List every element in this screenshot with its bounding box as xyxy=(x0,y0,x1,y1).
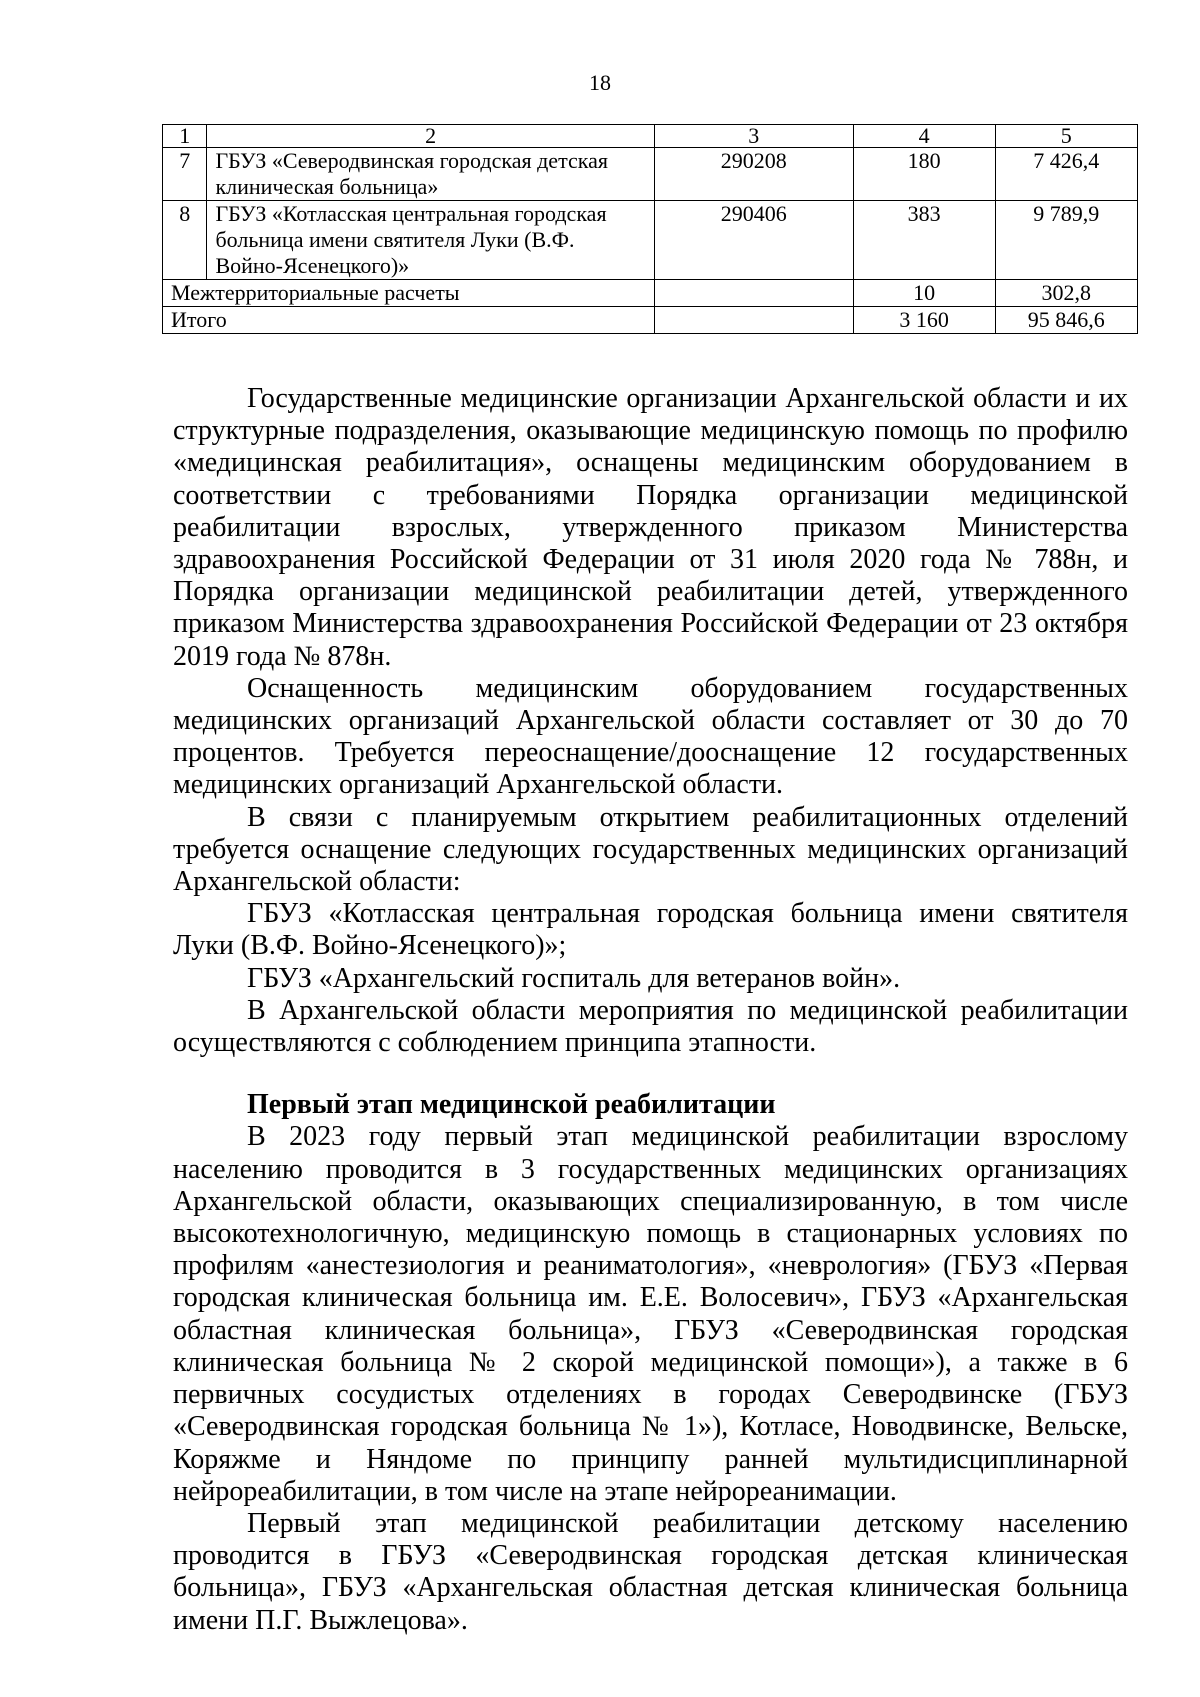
paragraph: Государственные медицинские организации Архангельской области и их структурные подразделения, оказывающие медицинскую помощь по профилю «медицинская реабилитация», оснащены медицинским оборудованием в соответствии с требованиями Порядка организации медицинской реабилитации взрослых, утвержденного приказом Министерства здравоохранения Российской Федерации от 31 июля 2020 года № 788н, и Порядка организации медицинской реабилитации детей, утвержденного приказом Министерства здравоохранения Российской Федерации от 23 октября 2019 года № 878н. xyxy=(173,383,1128,672)
total-row xyxy=(163,307,1138,334)
organization-name: ГБУЗ «Котласская центральная городская больница имени святителя Луки (В.Ф. Войно-Ясенецкого)» xyxy=(207,201,654,280)
organization-name: ГБУЗ «Северодвинская городская детская клиническая больница» xyxy=(207,148,654,201)
column-5-value: 9 789,9 xyxy=(995,201,1137,280)
interterritorial-col4: 10 xyxy=(853,280,995,307)
table-header-row xyxy=(163,125,1138,148)
paragraph: В 2023 году первый этап медицинской реабилитации взрослому населению проводится в 3 государственных медицинских организациях Архангельской области, оказывающих специализированную, в том числе высокотехнологичную, медицинскую помощь в стационарных условиях по профилям «анестезиология и реаниматология», «неврология» (ГБУЗ «Первая городская клиническая больница им. Е.Е. Волосевич», ГБУЗ «Архангельская областная клиническая больница», ГБУЗ «Северодвинская городская клиническая больница № 2 скорой медицинской помощи»), а также в 6 первичных сосудистых отделениях в городах Северодвинске (ГБУЗ «Северодвинская городская больница № 1»), Котласе, Новодвинске, Вельске, Коряжме и Няндоме по принципу ранней мультидисциплинарной нейрореабилитации, в том числе на этапе нейрореанимации. xyxy=(173,1121,1128,1507)
paragraph: Оснащенность медицинским оборудованием государственных медицинских организаций Архангельской области составляет от 30 до 70 процентов. Требуется переоснащение/дооснащение 12 государственных медицинских организаций Архангельской области. xyxy=(173,672,1128,801)
column-4-value: 180 xyxy=(853,148,995,201)
paragraph: ГБУЗ «Архангельский госпиталь для ветеранов войн». xyxy=(247,962,901,994)
column-4-value: 383 xyxy=(853,201,995,280)
interterritorial-row xyxy=(163,280,1138,307)
table-row xyxy=(163,148,1138,201)
organization-code: 290208 xyxy=(654,148,853,201)
empty-cell xyxy=(654,307,853,334)
interterritorial-label: Межтерриториальные расчеты xyxy=(163,280,655,307)
total-col5: 95 846,6 xyxy=(995,307,1137,334)
empty-cell xyxy=(654,280,853,307)
total-col4: 3 160 xyxy=(853,307,995,334)
column-5-value: 7 426,4 xyxy=(995,148,1137,201)
organization-code: 290406 xyxy=(654,201,853,280)
header-cell: 4 xyxy=(853,125,995,148)
total-label: Итого xyxy=(163,307,655,334)
header-cell: 1 xyxy=(163,125,207,148)
paragraph: ГБУЗ «Котласская центральная городская больница имени святителя Луки (В.Ф. Войно-Ясенецкого)»; xyxy=(173,898,1128,962)
header-cell: 2 xyxy=(207,125,654,148)
table-row xyxy=(163,201,1138,280)
section-heading: Первый этап медицинской реабилитации xyxy=(247,1089,776,1121)
row-number: 8 xyxy=(163,201,207,280)
paragraph: В Архангельской области мероприятия по медицинской реабилитации осуществляются с соблюдением принципа этапности. xyxy=(173,994,1128,1059)
header-cell: 3 xyxy=(654,125,853,148)
data-table xyxy=(162,124,1138,334)
interterritorial-col5: 302,8 xyxy=(995,280,1137,307)
paragraph: В связи с планируемым открытием реабилитационных отделений требуется оснащение следующих государственных медицинских организаций Архангельской области: xyxy=(173,801,1128,898)
row-number: 7 xyxy=(163,148,207,201)
header-cell: 5 xyxy=(995,125,1137,148)
page-number: 18 xyxy=(589,70,611,95)
body-text xyxy=(173,383,1128,1637)
paragraph: Первый этап медицинской реабилитации детскому населению проводится в ГБУЗ «Северодвинская городская детская клиническая больница», ГБУЗ «Архангельская областная детская клиническая больница имени П.Г. Выжлецова». xyxy=(173,1507,1128,1636)
